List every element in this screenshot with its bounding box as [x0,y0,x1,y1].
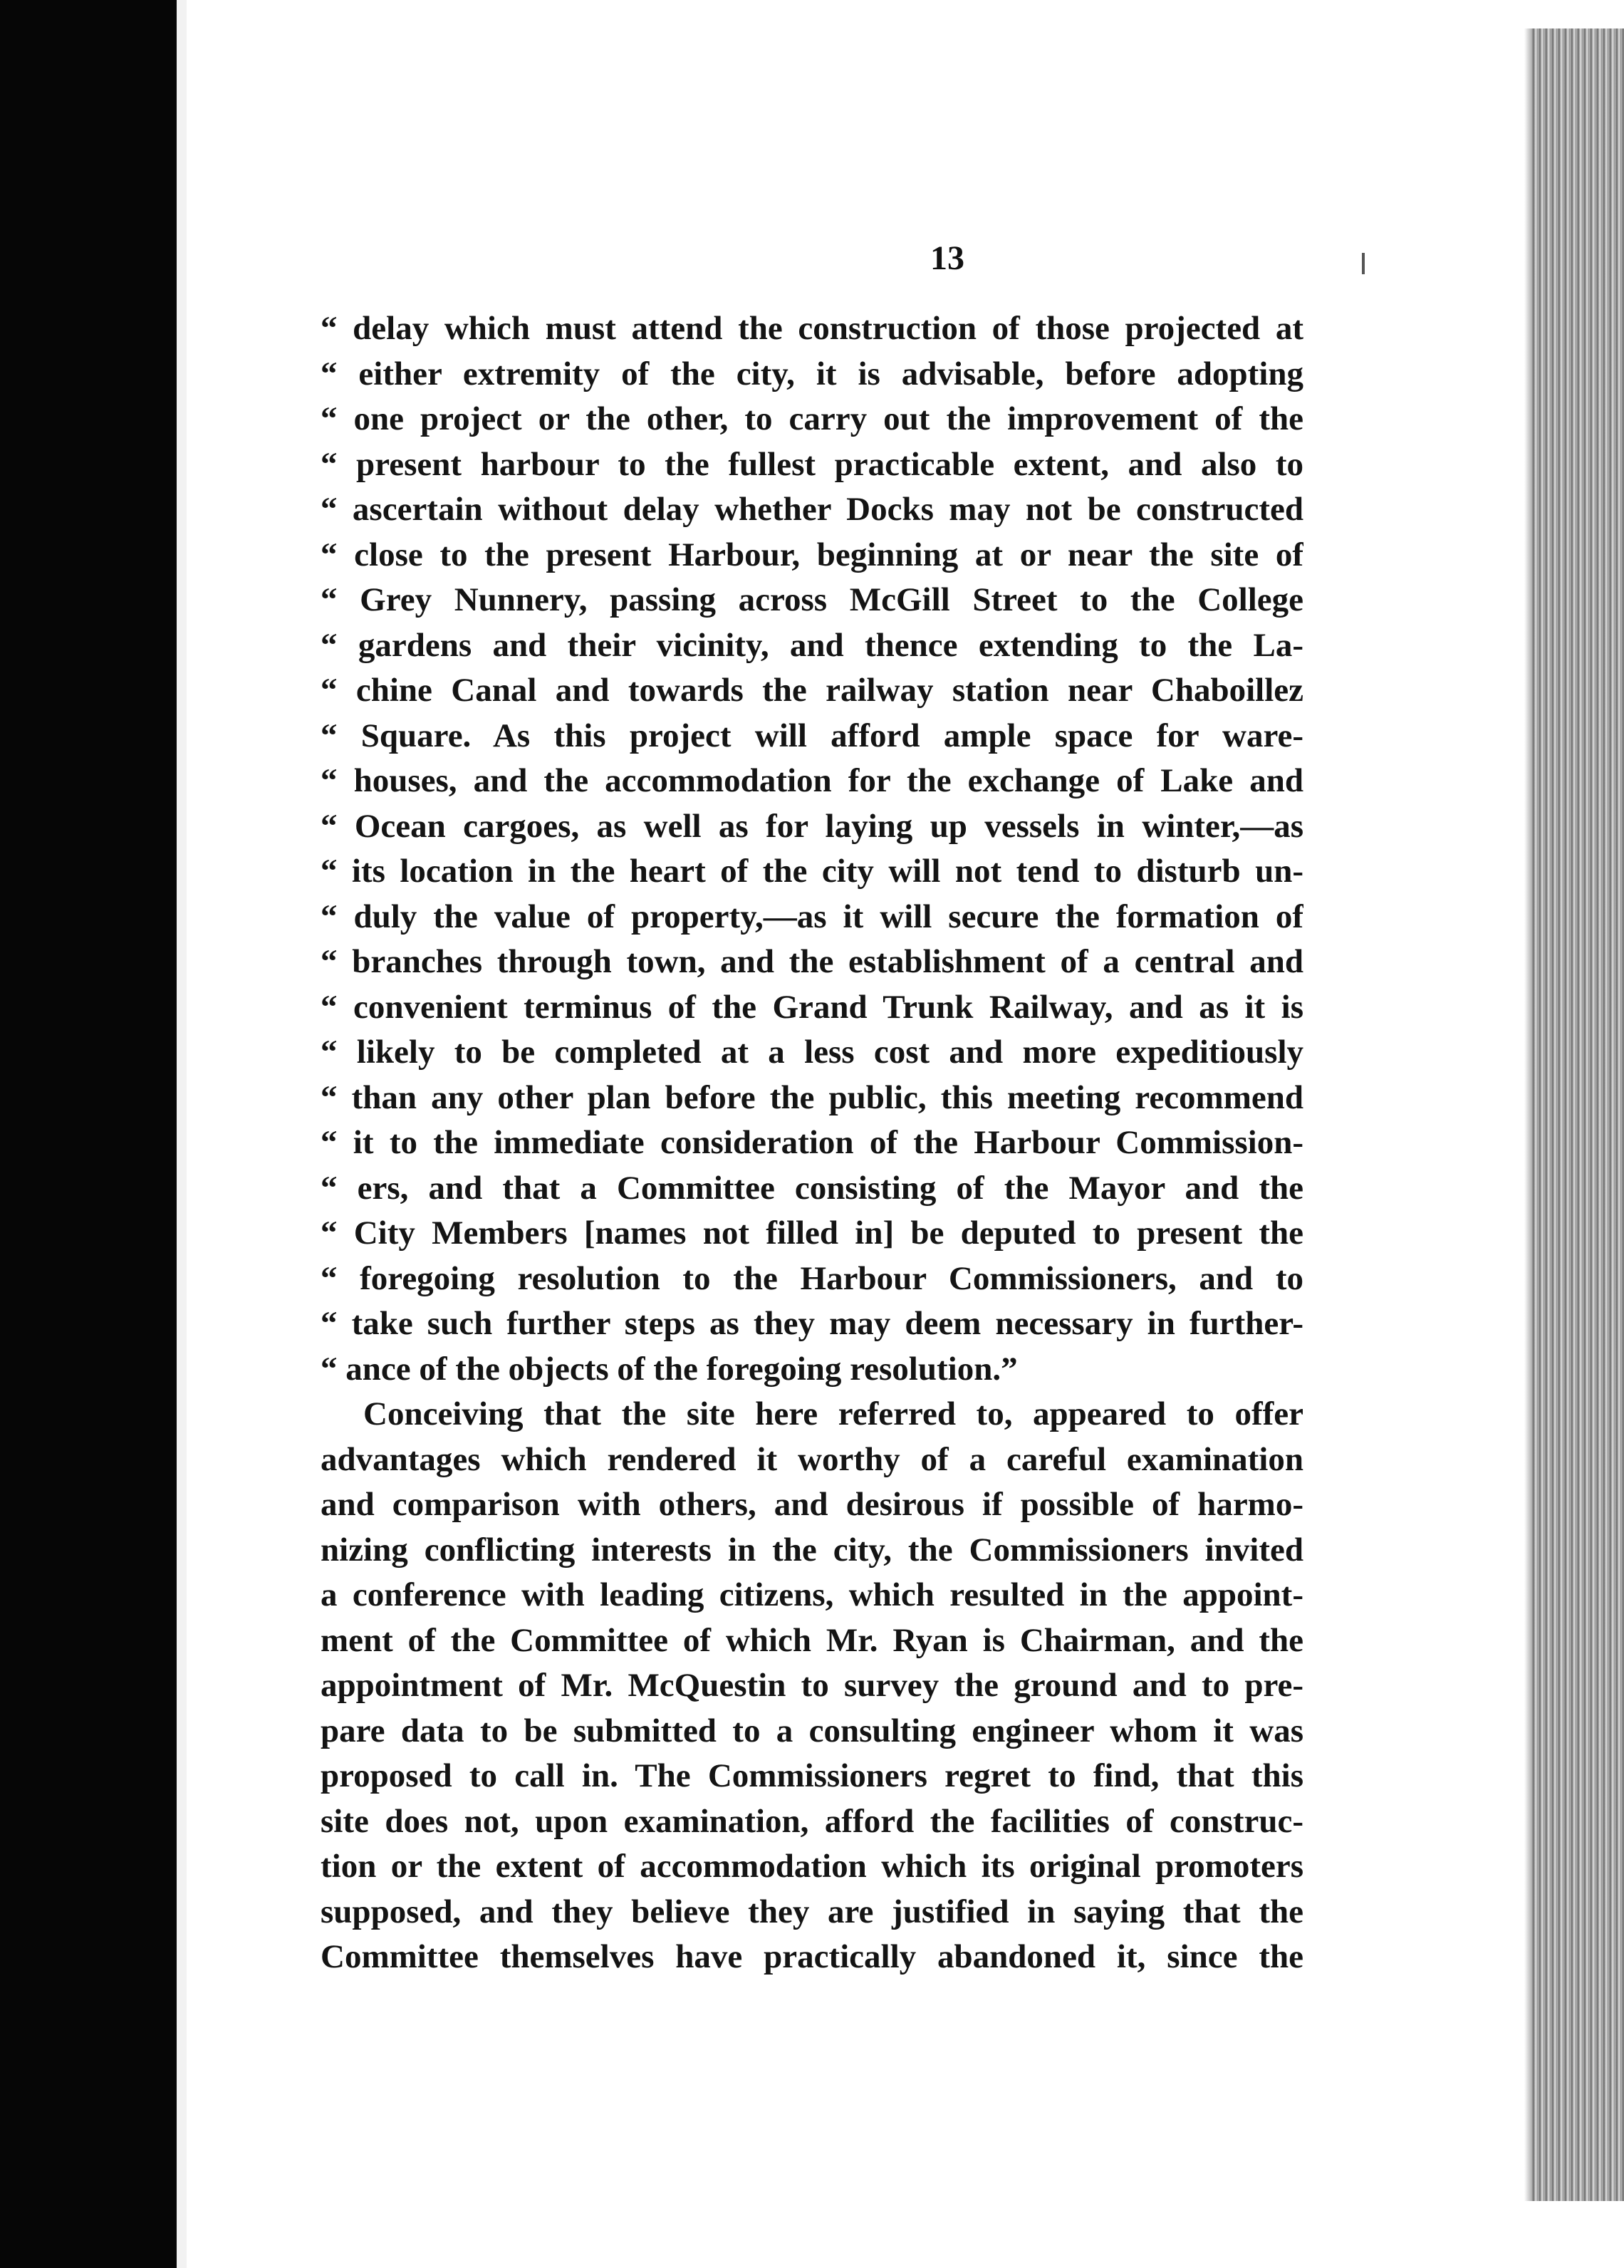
text-line: “ convenient terminus of the Grand Trunk Railway, and as it is [321,988,1303,1026]
text-line: appointment of Mr. McQuestin to survey the ground and to pre- [321,1667,1303,1704]
text-line: and comparison with others, and desirous if possible of harmo- [321,1486,1303,1523]
text-line: supposed, and they believe they are justified in saying that the [321,1893,1303,1930]
text-line: “ branches through town, and the establishment of a central and [321,943,1303,980]
scan-black-border [0,0,177,2268]
text-line: proposed to call in. The Commissioners regret to find, that this [321,1757,1303,1794]
text-line: “ ascertain without delay whether Docks may not be constructed [321,491,1303,528]
text-line: “ City Members [names not filled in] be deputed to present the [321,1214,1303,1252]
text-line: nizing conflicting interests in the city, the Commissioners invited [321,1531,1303,1569]
text-line: “ either extremity of the city, it is advisable, before adopting [321,355,1303,392]
text-line: “ present harbour to the fullest practicable extent, and also to [321,445,1303,483]
text-line: “ chine Canal and towards the railway station near Chaboillez [321,672,1303,709]
text-line: “ close to the present Harbour, beginning at or near the site of [321,536,1303,573]
text-line: “ Square. As this project will afford ample space for ware- [321,717,1303,754]
page-stack-edge [1531,28,1624,2201]
text-line: pare data to be submitted to a consulting engineer whom it was [321,1712,1303,1749]
text-line: site does not, upon examination, afford the facilities of construc- [321,1802,1303,1840]
text-line: “ take such further steps as they may deem necessary in further- [321,1305,1303,1342]
text-line: a conference with leading citizens, which resulted in the appoint- [321,1576,1303,1613]
text-line: Committee themselves have practically abandoned it, since the [321,1938,1303,1975]
text-line: “ one project or the other, to carry out the improvement of the [321,400,1303,437]
text-line: “ Grey Nunnery, passing across McGill Street to the College [321,581,1303,618]
text-line: “ Ocean cargoes, as well as for laying up vessels in winter,—as [321,807,1303,845]
text-line: “ likely to be completed at a less cost and more expeditiously [321,1034,1303,1071]
body-paragraph [321,1392,1303,1980]
page-left-edge [177,0,187,2268]
stray-mark [1362,253,1365,274]
text-line: “ its location in the heart of the city will not tend to disturb un- [321,853,1303,890]
text-line: “ it to the immediate consideration of the Harbour Commission- [321,1124,1303,1161]
text-line: “ delay which must attend the construction of those projected at [321,310,1303,347]
text-line: “ houses, and the accommodation for the exchange of Lake and [321,762,1303,799]
text-line: “ ance of the objects of the foregoing resolution.” [321,1350,1018,1388]
text-line: “ duly the value of property,—as it will secure the formation of [321,898,1303,935]
text-line: ment of the Committee of which Mr. Ryan is Chairman, and the [321,1621,1303,1659]
text-line: “ than any other plan before the public, this meeting recommend [321,1078,1303,1116]
text-line: “ foregoing resolution to the Harbour Commissioners, and to [321,1259,1303,1297]
quoted-resolution [321,306,1303,1392]
text-line: Conceiving that the site here referred to, appeared to offer [363,1395,1303,1432]
page-number: 13 [930,239,964,277]
text-line: “ ers, and that a Committee consisting of the Mayor and the [321,1169,1303,1207]
text-line: advantages which rendered it worthy of a careful examination [321,1440,1303,1478]
text-block [321,306,1303,1980]
text-line: “ gardens and their vicinity, and thence extending to the La- [321,626,1303,664]
text-line: tion or the extent of accommodation which its original promoters [321,1848,1303,1885]
